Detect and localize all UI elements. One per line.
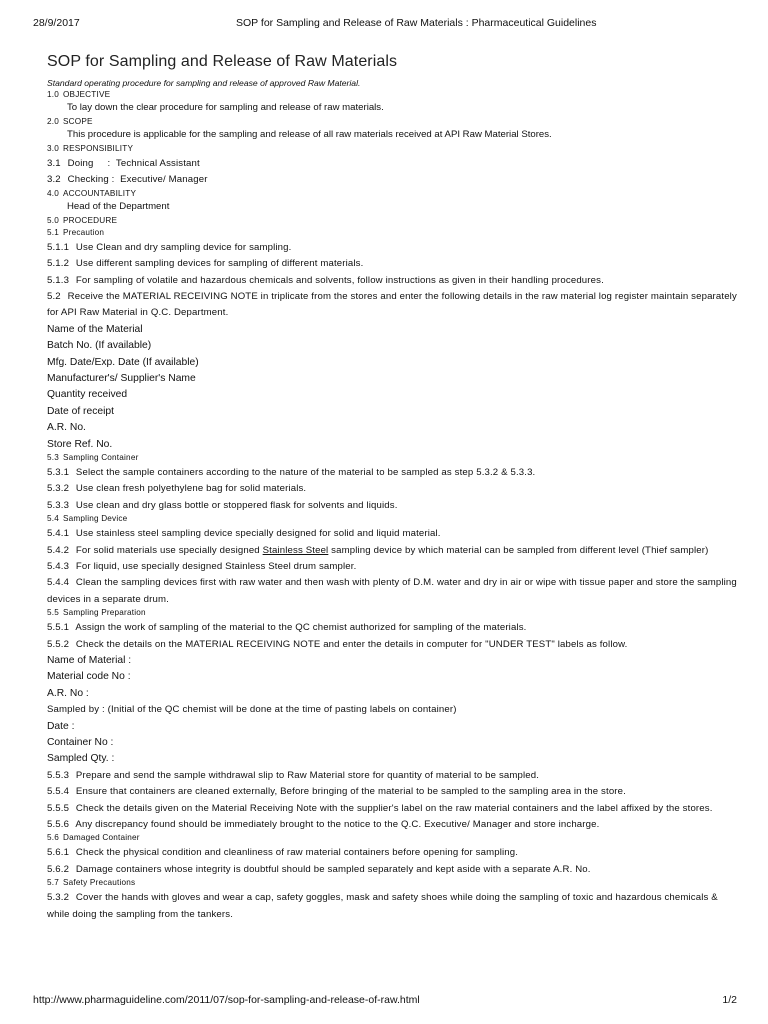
responsibility-doing: 3.1 Doing : Technical Assistant	[47, 158, 200, 169]
section-number: 5.0	[47, 215, 59, 225]
section-number: 2.0	[47, 117, 59, 126]
label-field: Name of Material :	[47, 655, 132, 667]
section-heading-objective	[47, 90, 737, 102]
step-5-4-3: 5.4.3 For liquid, use specially designed Stainless Steel drum sampler.	[47, 561, 357, 572]
subsection-heading-damaged-container: 5.6 Damaged Container	[47, 833, 140, 843]
log-field: A.R. No.	[47, 422, 86, 434]
log-field: Batch No. (If available)	[47, 340, 152, 352]
subsection-heading-sampling-container: 5.3 Sampling Container	[47, 452, 139, 462]
step-5-3-3: 5.3.3 Use clean and dry glass bottle or stoppered flask for solvents and liquids.	[47, 499, 398, 511]
print-date: 28/9/2017	[33, 17, 80, 29]
step-5-5-5: 5.5.5 Check the details given on the Material Receiving Note with the supplier's label on the raw material containers and the label affixed by the stores.	[47, 802, 713, 814]
section-title: OBJECTIVE	[62, 90, 111, 99]
log-field: Quantity received	[47, 389, 128, 401]
print-page-title: SOP for Sampling and Release of Raw Materials : Pharmaceutical Guidelines	[236, 17, 597, 29]
step-5-4-2: 5.4.2 For solid materials use specially designed Stainless Steel sampling device by which material can be sampled from different level (Thief sampler)	[47, 544, 709, 556]
step-5-3-2: 5.3.2 Use clean fresh polyethylene bag for solid materials.	[47, 483, 307, 495]
label-field: A.R. No :	[47, 687, 89, 699]
step-safety-1: 5.3.2 Cover the hands with gloves and wear a cap, safety goggles, mask and safety shoes while doing the sampling of toxic and hazardous chemicals & while doing the sampling from the tankers.	[47, 892, 718, 920]
accountability-text: Head of the Department	[67, 200, 170, 212]
section-number: 4.0	[47, 188, 59, 198]
section-title: SCOPE	[62, 117, 93, 126]
article-body	[47, 52, 737, 923]
step-5-6-2: 5.6.2 Damage containers whose integrity is doubtful should be sampled separately and kept aside with a separate A.R. No.	[47, 863, 591, 875]
step-5-1-1: 5.1.1 Use Clean and dry sampling device for sampling.	[47, 241, 292, 253]
section-title: PROCEDURE	[62, 215, 118, 225]
print-url: http://www.pharmaguideline.com/2011/07/sop-for-sampling-and-release-of-raw.html	[33, 994, 420, 1006]
step-5-5-6: 5.5.6 Any discrepancy found should be immediately brought to the notice to the Q.C. Executive/ Manager and store incharge.	[47, 819, 600, 830]
step-5-5-3: 5.5.3 Prepare and send the sample withdrawal slip to Raw Material store for quantity of material to be sampled.	[47, 769, 540, 781]
subsection-heading-sampling-preparation: 5.5 Sampling Preparation	[47, 608, 146, 618]
section-number: 1.0	[47, 90, 59, 99]
stainless-steel-link[interactable]: Stainless Steel	[262, 544, 329, 556]
subsection-heading-sampling-device: 5.4 Sampling Device	[47, 514, 128, 524]
label-field: Material code No :	[47, 671, 131, 683]
step-5-3-1: 5.3.1 Select the sample containers according to the nature of the material to be sampled as step 5.3.2 & 5.3.3.	[47, 466, 536, 478]
log-field: Name of the Material	[47, 323, 143, 335]
step-5-1-3: 5.1.3 For sampling of volatile and hazardous chemicals and solvents, follow instructions as given in their handling procedures.	[47, 274, 604, 286]
label-field: Date :	[47, 720, 75, 732]
document-title: SOP for Sampling and Release of Raw Materials	[47, 53, 398, 70]
objective-text: To lay down the clear procedure for sampling and release of raw materials.	[67, 102, 384, 113]
step-5-4-1: 5.4.1 Use stainless steel sampling device specially designed for solid and liquid material.	[47, 528, 441, 540]
step-5-2: 5.2 Receive the MATERIAL RECEIVING NOTE in triplicate from the stores and enter the following details in the raw material log register maintain separately for API Raw Material in Q.C. Department.	[47, 291, 737, 319]
subsection-heading-safety-precautions: 5.7 Safety Precautions	[47, 878, 136, 888]
section-title: RESPONSIBILITY	[62, 144, 134, 153]
section-heading-scope	[47, 117, 737, 129]
section-number: 3.0	[47, 144, 59, 153]
responsibility-checking: 3.2 Checking : Executive/ Manager	[47, 174, 208, 186]
section-heading-accountability	[47, 189, 737, 201]
log-field: Store Ref. No.	[47, 438, 113, 450]
log-field: Mfg. Date/Exp. Date (If available)	[47, 356, 199, 368]
section-heading-procedure	[47, 216, 737, 228]
step-5-5-2: 5.5.2 Check the details on the MATERIAL RECEIVING NOTE and enter the details in computer for "UNDER TEST" labels as follow.	[47, 638, 628, 650]
section-title: ACCOUNTABILITY	[62, 188, 137, 198]
document-subtitle: Standard operating procedure for sampling and release of approved Raw Material.	[47, 78, 361, 88]
page-number: 1/2	[722, 994, 737, 1006]
step-5-5-1: 5.5.1 Assign the work of sampling of the material to the QC chemist authorized for sampling of the materials.	[47, 622, 527, 634]
subsection-heading-precaution: 5.1 Precaution	[47, 227, 105, 237]
label-field: Sampled Qty. :	[47, 753, 115, 765]
log-field: Date of receipt	[47, 405, 114, 417]
step-5-6-1: 5.6.1 Check the physical condition and cleanliness of raw material containers before opening for sampling.	[47, 847, 519, 859]
log-field: Manufacturer's/ Supplier's Name	[47, 373, 196, 385]
step-5-1-2: 5.1.2 Use different sampling devices for sampling of different materials.	[47, 258, 364, 270]
label-field: Sampled by : (Initial of the QC chemist will be done at the time of pasting labels on container)	[47, 704, 457, 716]
section-heading-responsibility	[47, 144, 737, 156]
label-field: Container No :	[47, 737, 114, 748]
step-5-5-4: 5.5.4 Ensure that containers are cleaned externally, Before bringing of the material to be sampled to the sampling area in the store.	[47, 786, 626, 798]
scope-text: This procedure is applicable for the sampling and release of all raw materials received at API Raw Material Stores.	[67, 129, 552, 140]
step-5-4-4: 5.4.4 Clean the sampling devices first with raw water and then wash with plenty of D.M. water and dry in air or wipe with tissue paper and store the sampling devices in a separate drum.	[47, 577, 737, 605]
